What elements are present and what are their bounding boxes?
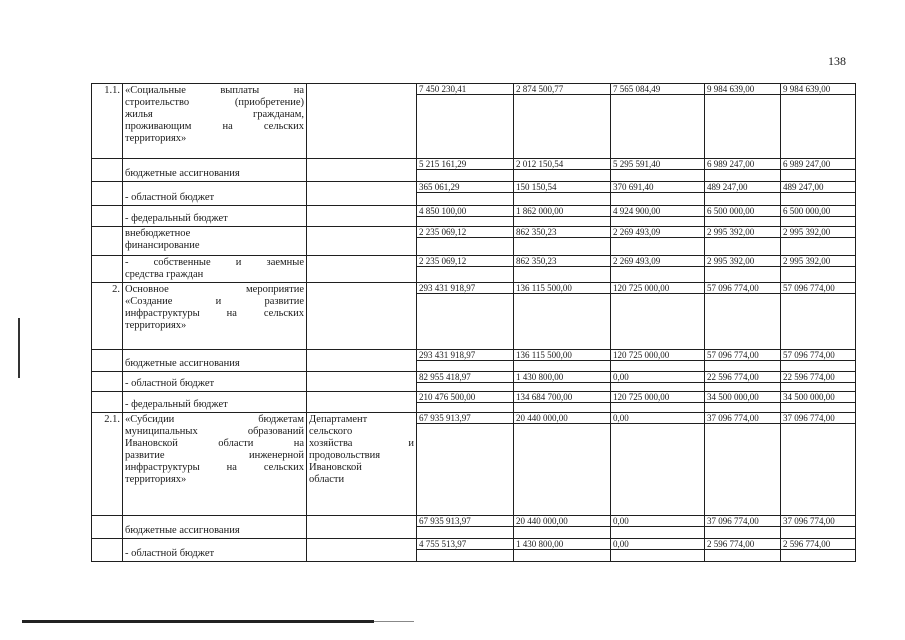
value-text: 120 725 000,00 [611, 283, 704, 294]
value-text: 293 431 918,97 [417, 283, 513, 294]
value-text: 2 596 774,00 [781, 539, 855, 550]
row-executor [307, 392, 417, 413]
value-text: 6 989 247,00 [705, 159, 780, 170]
value-text: 37 096 774,00 [705, 413, 780, 424]
row-value-year-2 [514, 516, 611, 539]
row-name [123, 516, 307, 539]
value-text: 0,00 [611, 539, 704, 550]
row-executor [307, 283, 417, 350]
row-value-year-4 [705, 159, 781, 182]
value-text: 136 115 500,00 [514, 283, 610, 294]
row-value-year-4 [705, 182, 781, 206]
row-code [92, 227, 123, 256]
row-name-last-line: территориях» [125, 474, 187, 485]
value-text: 9 984 639,00 [705, 84, 780, 95]
row-name-last-line: бюджетные ассигнования [125, 525, 240, 536]
row-executor [307, 159, 417, 182]
row-value-year-5 [781, 392, 856, 413]
value-text: 6 989 247,00 [781, 159, 855, 170]
value-text: 2 235 069,12 [417, 256, 513, 267]
row-name-last-line: бюджетные ассигнования [125, 168, 240, 179]
value-text: 20 440 000,00 [514, 413, 610, 424]
row-value-year-2 [514, 283, 611, 350]
row-code [92, 516, 123, 539]
row-value-year-1 [417, 206, 514, 227]
row-name [123, 159, 307, 182]
row-executor [307, 516, 417, 539]
row-value-year-4 [705, 350, 781, 372]
row-name-line: «Создание и развитие [125, 296, 304, 307]
row-value-year-2 [514, 182, 611, 206]
value-text: 67 935 913,97 [417, 413, 513, 424]
row-value-year-4 [705, 413, 781, 516]
value-text: 2 269 493,09 [611, 227, 704, 238]
value-text: 37 096 774,00 [781, 413, 855, 424]
value-text: 136 115 500,00 [514, 350, 610, 361]
table-row [92, 256, 856, 283]
row-value-year-5 [781, 227, 856, 256]
row-value-year-2 [514, 392, 611, 413]
table-row [92, 227, 856, 256]
row-value-year-4 [705, 392, 781, 413]
row-value-year-2 [514, 539, 611, 562]
row-name-last-line: территориях» [125, 320, 187, 331]
value-text: 22 596 774,00 [705, 372, 780, 383]
row-executor-line: хозяйства и [309, 438, 414, 449]
row-value-year-2 [514, 256, 611, 283]
value-text: 1 862 000,00 [514, 206, 610, 217]
row-executor [307, 350, 417, 372]
row-executor-last-line: области [309, 474, 345, 485]
row-name-line: муниципальных образований [125, 426, 304, 437]
value-text: 120 725 000,00 [611, 392, 704, 403]
row-name-line: инфраструктуры на сельских [125, 462, 304, 473]
row-name-line: внебюджетное [125, 228, 191, 239]
row-name-last-line: финансирование [125, 240, 200, 251]
row-name-line: строительство (приобретение) [125, 97, 304, 108]
row-value-year-4 [705, 516, 781, 539]
row-code [92, 539, 123, 562]
value-text: 57 096 774,00 [705, 283, 780, 294]
footer-rule [22, 620, 374, 623]
value-text: 1 430 800,00 [514, 539, 610, 550]
page-number: 138 [828, 54, 846, 68]
budget-table [91, 83, 856, 562]
row-executor-line: Ивановской [309, 462, 362, 473]
value-text: 20 440 000,00 [514, 516, 610, 527]
value-text: 2 995 392,00 [705, 256, 780, 267]
row-name-line: жилья гражданам, [125, 109, 304, 120]
value-text: 7 450 230,41 [417, 84, 513, 95]
row-executor [307, 227, 417, 256]
table-row [92, 516, 856, 539]
row-value-year-1 [417, 159, 514, 182]
value-text: 0,00 [611, 516, 704, 527]
row-name-line: Ивановской области на [125, 438, 304, 449]
row-value-year-3 [611, 206, 705, 227]
row-code [92, 206, 123, 227]
row-value-year-1 [417, 182, 514, 206]
row-value-year-1 [417, 516, 514, 539]
row-value-year-1 [417, 84, 514, 159]
row-code [92, 182, 123, 206]
value-text: 120 725 000,00 [611, 350, 704, 361]
value-text: 2 269 493,09 [611, 256, 704, 267]
value-text: 6 500 000,00 [781, 206, 855, 217]
value-text: 82 955 418,97 [417, 372, 513, 383]
row-value-year-1 [417, 256, 514, 283]
value-text: 4 755 513,97 [417, 539, 513, 550]
row-code [92, 159, 123, 182]
row-executor [307, 182, 417, 206]
value-text: 210 476 500,00 [417, 392, 513, 403]
value-text: 0,00 [611, 372, 704, 383]
value-text: 293 431 918,97 [417, 350, 513, 361]
value-text: 489 247,00 [705, 182, 780, 193]
row-value-year-3 [611, 227, 705, 256]
row-value-year-5 [781, 206, 856, 227]
row-name-last-line: средства граждан [125, 269, 204, 280]
row-value-year-3 [611, 256, 705, 283]
value-text: 2 874 500,77 [514, 84, 610, 95]
value-text: 57 096 774,00 [781, 350, 855, 361]
row-value-year-2 [514, 372, 611, 392]
table-row [92, 84, 856, 159]
row-name [123, 256, 307, 283]
row-executor-line: сельского [309, 426, 353, 437]
scan-edge-mark [18, 318, 20, 378]
value-text: 489 247,00 [781, 182, 855, 193]
row-code: 2.1. [92, 413, 123, 516]
row-code: 1.1. [92, 84, 123, 159]
row-value-year-2 [514, 227, 611, 256]
row-value-year-1 [417, 372, 514, 392]
value-text: 2 995 392,00 [705, 227, 780, 238]
row-name [123, 283, 307, 350]
row-name-last-line: - областной бюджет [125, 378, 215, 389]
row-name-line: инфраструктуры на сельских [125, 308, 304, 319]
row-executor-line: Департамент [309, 414, 368, 425]
value-text: 365 061,29 [417, 182, 513, 193]
value-text: 862 350,23 [514, 227, 610, 238]
row-name-last-line: - областной бюджет [125, 548, 215, 559]
value-text: 0,00 [611, 413, 704, 424]
row-value-year-3 [611, 84, 705, 159]
row-name-line: «Социальные выплаты на [125, 85, 304, 96]
value-text: 2 012 150,54 [514, 159, 610, 170]
row-name [123, 206, 307, 227]
row-value-year-1 [417, 283, 514, 350]
row-value-year-5 [781, 84, 856, 159]
value-text: 150 150,54 [514, 182, 610, 193]
value-text: 5 295 591,40 [611, 159, 704, 170]
row-value-year-2 [514, 350, 611, 372]
value-text: 37 096 774,00 [705, 516, 780, 527]
row-name-line: «Субсидии бюджетам [125, 414, 304, 425]
row-value-year-3 [611, 516, 705, 539]
row-value-year-1 [417, 413, 514, 516]
row-value-year-3 [611, 392, 705, 413]
value-text: 6 500 000,00 [705, 206, 780, 217]
value-text: 67 935 913,97 [417, 516, 513, 527]
row-value-year-3 [611, 159, 705, 182]
value-text: 2 995 392,00 [781, 256, 855, 267]
value-text: 37 096 774,00 [781, 516, 855, 527]
table-row [92, 159, 856, 182]
row-value-year-2 [514, 159, 611, 182]
row-value-year-3 [611, 413, 705, 516]
row-executor [307, 256, 417, 283]
row-value-year-1 [417, 392, 514, 413]
row-code [92, 392, 123, 413]
value-text: 5 215 161,29 [417, 159, 513, 170]
row-executor [307, 84, 417, 159]
row-name [123, 413, 307, 516]
row-code: 2. [92, 283, 123, 350]
table-row [92, 182, 856, 206]
value-text: 57 096 774,00 [705, 350, 780, 361]
value-text: 9 984 639,00 [781, 84, 855, 95]
row-executor [307, 372, 417, 392]
row-value-year-5 [781, 516, 856, 539]
row-value-year-3 [611, 350, 705, 372]
row-value-year-5 [781, 539, 856, 562]
table-row [92, 206, 856, 227]
value-text: 370 691,40 [611, 182, 704, 193]
footer-rule-tail [374, 621, 414, 622]
row-value-year-5 [781, 256, 856, 283]
row-value-year-3 [611, 539, 705, 562]
row-code [92, 350, 123, 372]
row-value-year-1 [417, 539, 514, 562]
table-row [92, 413, 856, 516]
row-value-year-4 [705, 539, 781, 562]
row-code [92, 256, 123, 283]
row-value-year-4 [705, 372, 781, 392]
row-value-year-1 [417, 227, 514, 256]
row-value-year-4 [705, 227, 781, 256]
table-row [92, 539, 856, 562]
row-name-last-line: - федеральный бюджет [125, 213, 228, 224]
row-value-year-3 [611, 372, 705, 392]
row-value-year-5 [781, 413, 856, 516]
row-value-year-4 [705, 206, 781, 227]
row-value-year-2 [514, 413, 611, 516]
value-text: 34 500 000,00 [781, 392, 855, 403]
row-executor [307, 206, 417, 227]
table-row [92, 283, 856, 350]
value-text: 1 430 800,00 [514, 372, 610, 383]
row-value-year-3 [611, 283, 705, 350]
value-text: 34 500 000,00 [705, 392, 780, 403]
row-value-year-5 [781, 350, 856, 372]
table-row [92, 372, 856, 392]
value-text: 4 850 100,00 [417, 206, 513, 217]
value-text: 22 596 774,00 [781, 372, 855, 383]
row-executor [307, 539, 417, 562]
row-name [123, 539, 307, 562]
value-text: 862 350,23 [514, 256, 610, 267]
row-name-last-line: бюджетные ассигнования [125, 358, 240, 369]
row-name [123, 372, 307, 392]
row-name [123, 392, 307, 413]
row-name [123, 182, 307, 206]
row-name [123, 227, 307, 256]
table-row [92, 392, 856, 413]
row-value-year-4 [705, 84, 781, 159]
row-name-last-line: территориях» [125, 133, 187, 144]
value-text: 57 096 774,00 [781, 283, 855, 294]
row-name-last-line: - федеральный бюджет [125, 399, 228, 410]
value-text: 7 565 084,49 [611, 84, 704, 95]
row-value-year-5 [781, 159, 856, 182]
row-name-last-line: - областной бюджет [125, 192, 215, 203]
row-executor [307, 413, 417, 516]
value-text: 134 684 700,00 [514, 392, 610, 403]
row-name-line: - собственные и заемные [125, 257, 304, 268]
row-name [123, 350, 307, 372]
row-code [92, 372, 123, 392]
row-value-year-1 [417, 350, 514, 372]
value-text: 2 995 392,00 [781, 227, 855, 238]
row-name-line: развитие инженерной [125, 450, 304, 461]
row-value-year-5 [781, 182, 856, 206]
row-value-year-5 [781, 372, 856, 392]
row-name-line: проживающим на сельских [125, 121, 304, 132]
row-name [123, 84, 307, 159]
row-value-year-2 [514, 84, 611, 159]
value-text: 2 596 774,00 [705, 539, 780, 550]
value-text: 4 924 900,00 [611, 206, 704, 217]
row-value-year-5 [781, 283, 856, 350]
table-row [92, 350, 856, 372]
row-value-year-4 [705, 283, 781, 350]
row-value-year-2 [514, 206, 611, 227]
row-name-line: Основное мероприятие [125, 284, 304, 295]
value-text: 2 235 069,12 [417, 227, 513, 238]
row-value-year-4 [705, 256, 781, 283]
row-executor-line: продовольствия [309, 450, 381, 461]
row-value-year-3 [611, 182, 705, 206]
